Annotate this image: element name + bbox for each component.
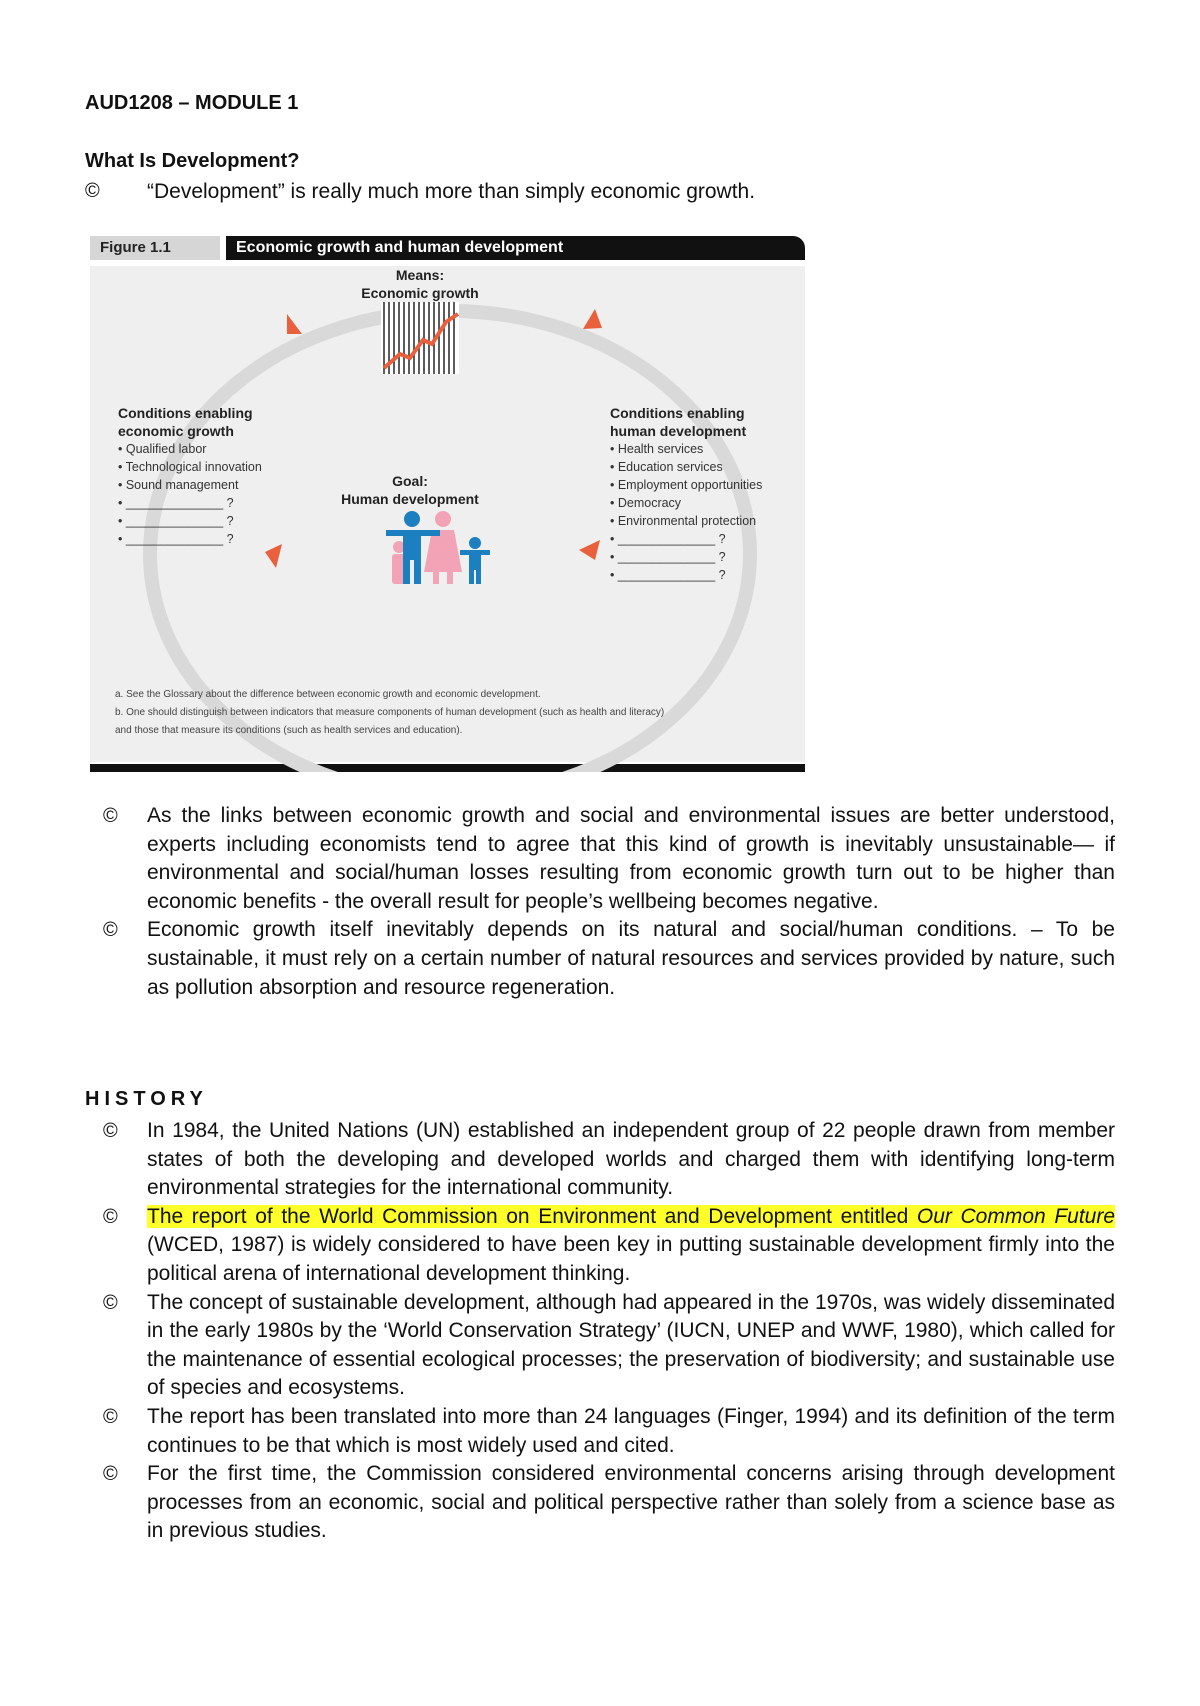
left-heading-line2: economic growth xyxy=(118,423,234,439)
right-item: • Health services xyxy=(610,442,704,456)
list-item xyxy=(85,1403,1115,1460)
section-title-history: HISTORY xyxy=(85,1088,208,1110)
left-heading-line1: Conditions enabling xyxy=(118,405,253,421)
bullet-text: Economic growth itself inevitably depends on its natural and social/human conditions. – To be sustainable, it must rely on a certain number of natural resources and services provided by nature, such as pollution absorption and resource regeneration. xyxy=(147,918,1115,999)
figure-note-a: a. See the Glossary about the difference between economic growth and economic development. xyxy=(115,689,541,700)
right-item: • Education services xyxy=(610,460,723,474)
figure-notes xyxy=(115,686,795,740)
means-label xyxy=(320,266,520,302)
list-item xyxy=(85,1203,1115,1289)
conditions-economic-growth xyxy=(118,404,338,548)
list-item xyxy=(85,916,1115,1002)
economic-growth-chart-icon xyxy=(381,302,459,374)
figure-note-b-line2: and those that measure its conditions (such as health services and education). xyxy=(115,725,463,736)
copyright-bullet-icon: © xyxy=(103,1205,118,1228)
right-heading-line2: human development xyxy=(610,423,747,439)
left-item-blank: • ______________ ? xyxy=(118,496,234,510)
intro-line xyxy=(85,180,985,204)
intro-text: “Development” is really much more than simply economic growth. xyxy=(147,180,756,203)
bullet-text: As the links between economic growth and social and environmental issues are better understood, experts including economists tend to agree that this kind of growth is inevitably unsustainable— if environmental and social/human losses resulting from economic growth turn out to be higher than economic benefits - the overall result for people’s wellbeing becomes negative. xyxy=(147,804,1115,913)
section-title-development: What Is Development? xyxy=(85,150,300,172)
conditions-human-development xyxy=(610,404,800,584)
bullet-text: The report has been translated into more than 24 languages (Finger, 1994) and its definition of the term continues to be that which is most widely used and cited. xyxy=(147,1404,1115,1457)
highlighted-text: The report of the World Commission on Environment and Development entitled xyxy=(147,1204,917,1228)
right-item: • Environmental protection xyxy=(610,514,757,528)
copyright-bullet-icon: © xyxy=(103,1405,118,1428)
development-bullet-list xyxy=(85,802,1115,1002)
left-item-blank: • ______________ ? xyxy=(118,514,234,528)
bullet-text: In 1984, the United Nations (UN) established an independent group of 22 people drawn from member states of both the developing and developed worlds and charged them with identifying long-term environmental strategies for the international community. xyxy=(147,1119,1115,1200)
highlighted-italic-title: Our Common xyxy=(916,1204,1046,1228)
means-subheading: Economic growth xyxy=(361,285,479,301)
copyright-bullet-icon: © xyxy=(85,180,100,202)
right-item-blank: • ______________ ? xyxy=(610,568,726,582)
highlighted-italic-title: Future xyxy=(1054,1204,1116,1228)
copyright-bullet-icon: © xyxy=(103,1120,118,1142)
bullet-text-highlighted xyxy=(147,1203,1115,1289)
figure-note-b-line1: b. One should distinguish between indicators that measure components of human development (such as health and literacy) xyxy=(115,707,665,718)
copyright-bullet-icon: © xyxy=(103,1291,118,1314)
copyright-bullet-icon: © xyxy=(103,919,118,942)
history-bullet-list xyxy=(85,1117,1115,1546)
right-item-blank: • ______________ ? xyxy=(610,550,726,564)
list-item xyxy=(85,1117,1115,1203)
left-item-blank: • ______________ ? xyxy=(118,532,234,546)
figure-economic-growth-human-development xyxy=(90,236,805,772)
list-item xyxy=(85,1460,1115,1546)
goal-label xyxy=(310,472,510,508)
goal-subheading: Human development xyxy=(341,491,479,507)
figure-title: Economic growth and human development xyxy=(226,236,805,260)
cycle-arrow-top-right-icon xyxy=(583,309,602,329)
copyright-bullet-icon: © xyxy=(103,805,118,827)
cycle-arrow-bottom-right-icon xyxy=(579,540,600,560)
right-heading-line1: Conditions enabling xyxy=(610,405,745,421)
left-item: • Qualified labor xyxy=(118,442,207,456)
goal-heading: Goal: xyxy=(392,473,428,489)
list-item xyxy=(85,802,1115,916)
course-title: AUD1208 – MODULE 1 xyxy=(85,92,299,114)
figure-label: Figure 1.1 xyxy=(90,236,220,260)
bullet-text: The concept of sustainable development, although had appeared in the 1970s, was widely disseminated in the early 1980s by the ‘World Conservation Strategy’ (IUCN, UNEP and WWF, 1980), which called for the maintenance of essential ecological processes; the preservation of biodiversity; and sustainable use of species and ecosystems. xyxy=(147,1290,1115,1400)
bullet-text-rest: (WCED, 1987) is widely considered to have been key in putting sustainable development firmly into the political arena of international development thinking. xyxy=(147,1233,1115,1285)
means-heading: Means: xyxy=(395,267,445,283)
cycle-arrow-top-left-icon xyxy=(287,314,302,334)
copyright-bullet-icon: © xyxy=(103,1463,118,1486)
right-item: • Employment opportunities xyxy=(610,478,763,492)
left-item: • Sound management xyxy=(118,478,239,492)
right-item: • Democracy xyxy=(610,496,682,510)
right-item-blank: • ______________ ? xyxy=(610,532,726,546)
family-icon xyxy=(386,511,490,584)
list-item xyxy=(85,1289,1115,1403)
left-item: • Technological innovation xyxy=(118,460,262,474)
bullet-text: For the first time, the Commission considered environmental concerns arising through development processes from an economic, social and political perspective rather than solely from a science base as in previous studies. xyxy=(147,1462,1115,1543)
